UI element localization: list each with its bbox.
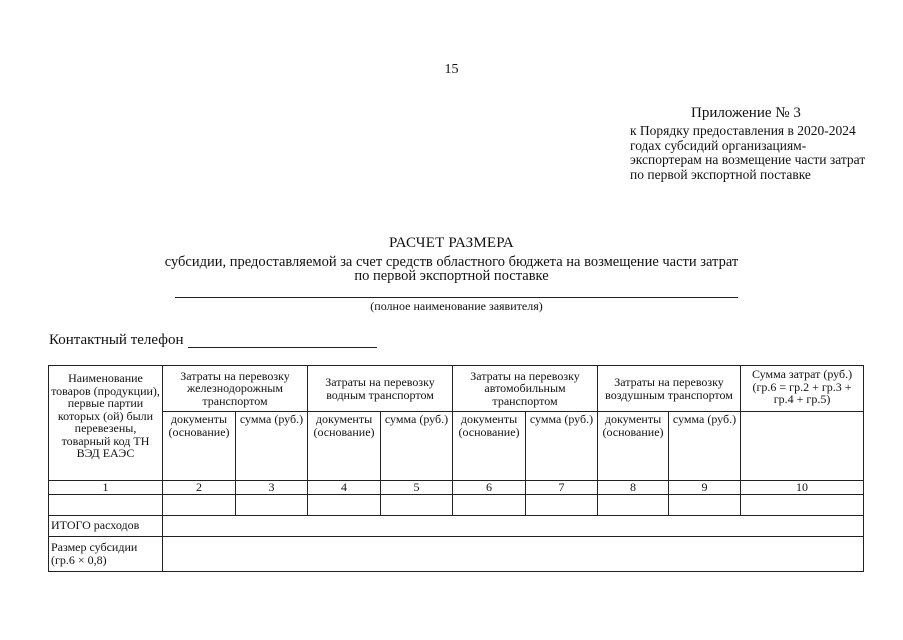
header-rail-costs: Затраты на перевозку железнодорожным транспортом [163,366,308,412]
table-cell [381,494,453,515]
table-cell [308,494,381,515]
table-cell [741,494,864,515]
column-number: 9 [669,481,741,495]
subsidy-amount-label: Размер субсидии (гр.6 × 0,8) [49,536,163,571]
column-number: 10 [741,481,864,495]
subheader-air-documents: документы (основание) [598,412,669,481]
subsidy-amount-value [163,536,864,571]
document-subtitle-line-1: субсидии, предоставляемой за счет средств областного бюджета на возмещение части затрат [164,254,739,270]
subheader-road-sum: сумма (руб.) [526,412,598,481]
document-subtitle-line-2: по первой экспортной поставке [354,268,549,284]
column-number-row [49,481,864,495]
header-water-costs: Затраты на перевозку водным транспортом [308,366,453,412]
subheader-rail-documents: документы (основание) [163,412,236,481]
appendix-title: Приложение № 3 [691,105,801,121]
subheader-road-documents: документы (основание) [453,412,526,481]
table-header-row [49,366,864,412]
header-goods-name: Наименование товаров (продукции), первые партии которых (ой) были перевезены, товарный код ТН ВЭД ЕАЭС [49,366,163,481]
column-number: 7 [526,481,598,495]
appendix-text: к Порядку предоставления в 2020-2024 годах субсидий организациям-экспортерам на возмещение части затрат по первой экспортной поставке [630,123,866,182]
applicant-name-line [175,297,738,298]
data-row-empty [49,494,864,515]
calculation-table [48,365,864,572]
header-air-costs: Затраты на перевозку воздушным транспортом [598,366,741,412]
column-number: 1 [49,481,163,495]
subheader-rail-sum: сумма (руб.) [236,412,308,481]
total-expenses-value [163,515,864,536]
total-expenses-row [49,515,864,536]
total-expenses-label: ИТОГО расходов [49,515,163,536]
header-total-costs: Сумма затрат (руб.) (гр.6 = гр.2 + гр.3 + гр.4 + гр.5) [741,366,864,412]
table-cell [598,494,669,515]
subheader-total-empty [741,412,864,481]
table-cell [236,494,308,515]
table-cell [669,494,741,515]
column-number: 5 [381,481,453,495]
subsidy-amount-row [49,536,864,571]
table-cell [49,494,163,515]
table-cell [163,494,236,515]
document-subtitle [120,255,783,283]
table-cell [526,494,598,515]
column-number: 6 [453,481,526,495]
subheader-air-sum: сумма (руб.) [669,412,741,481]
subheader-water-sum: сумма (руб.) [381,412,453,481]
applicant-caption: (полное наименование заявителя) [370,299,543,313]
column-number: 8 [598,481,669,495]
document-title: РАСЧЕТ РАЗМЕРА [389,235,514,251]
column-number: 2 [163,481,236,495]
header-road-costs: Затраты на перевозку автомобильным транспортом [453,366,598,412]
phone-line [188,347,377,348]
table-cell [453,494,526,515]
page-number: 15 [444,62,459,77]
table-subheader-row [49,412,864,481]
column-number: 3 [236,481,308,495]
subheader-water-documents: документы (основание) [308,412,381,481]
phone-label: Контактный телефон [49,332,184,348]
column-number: 4 [308,481,381,495]
